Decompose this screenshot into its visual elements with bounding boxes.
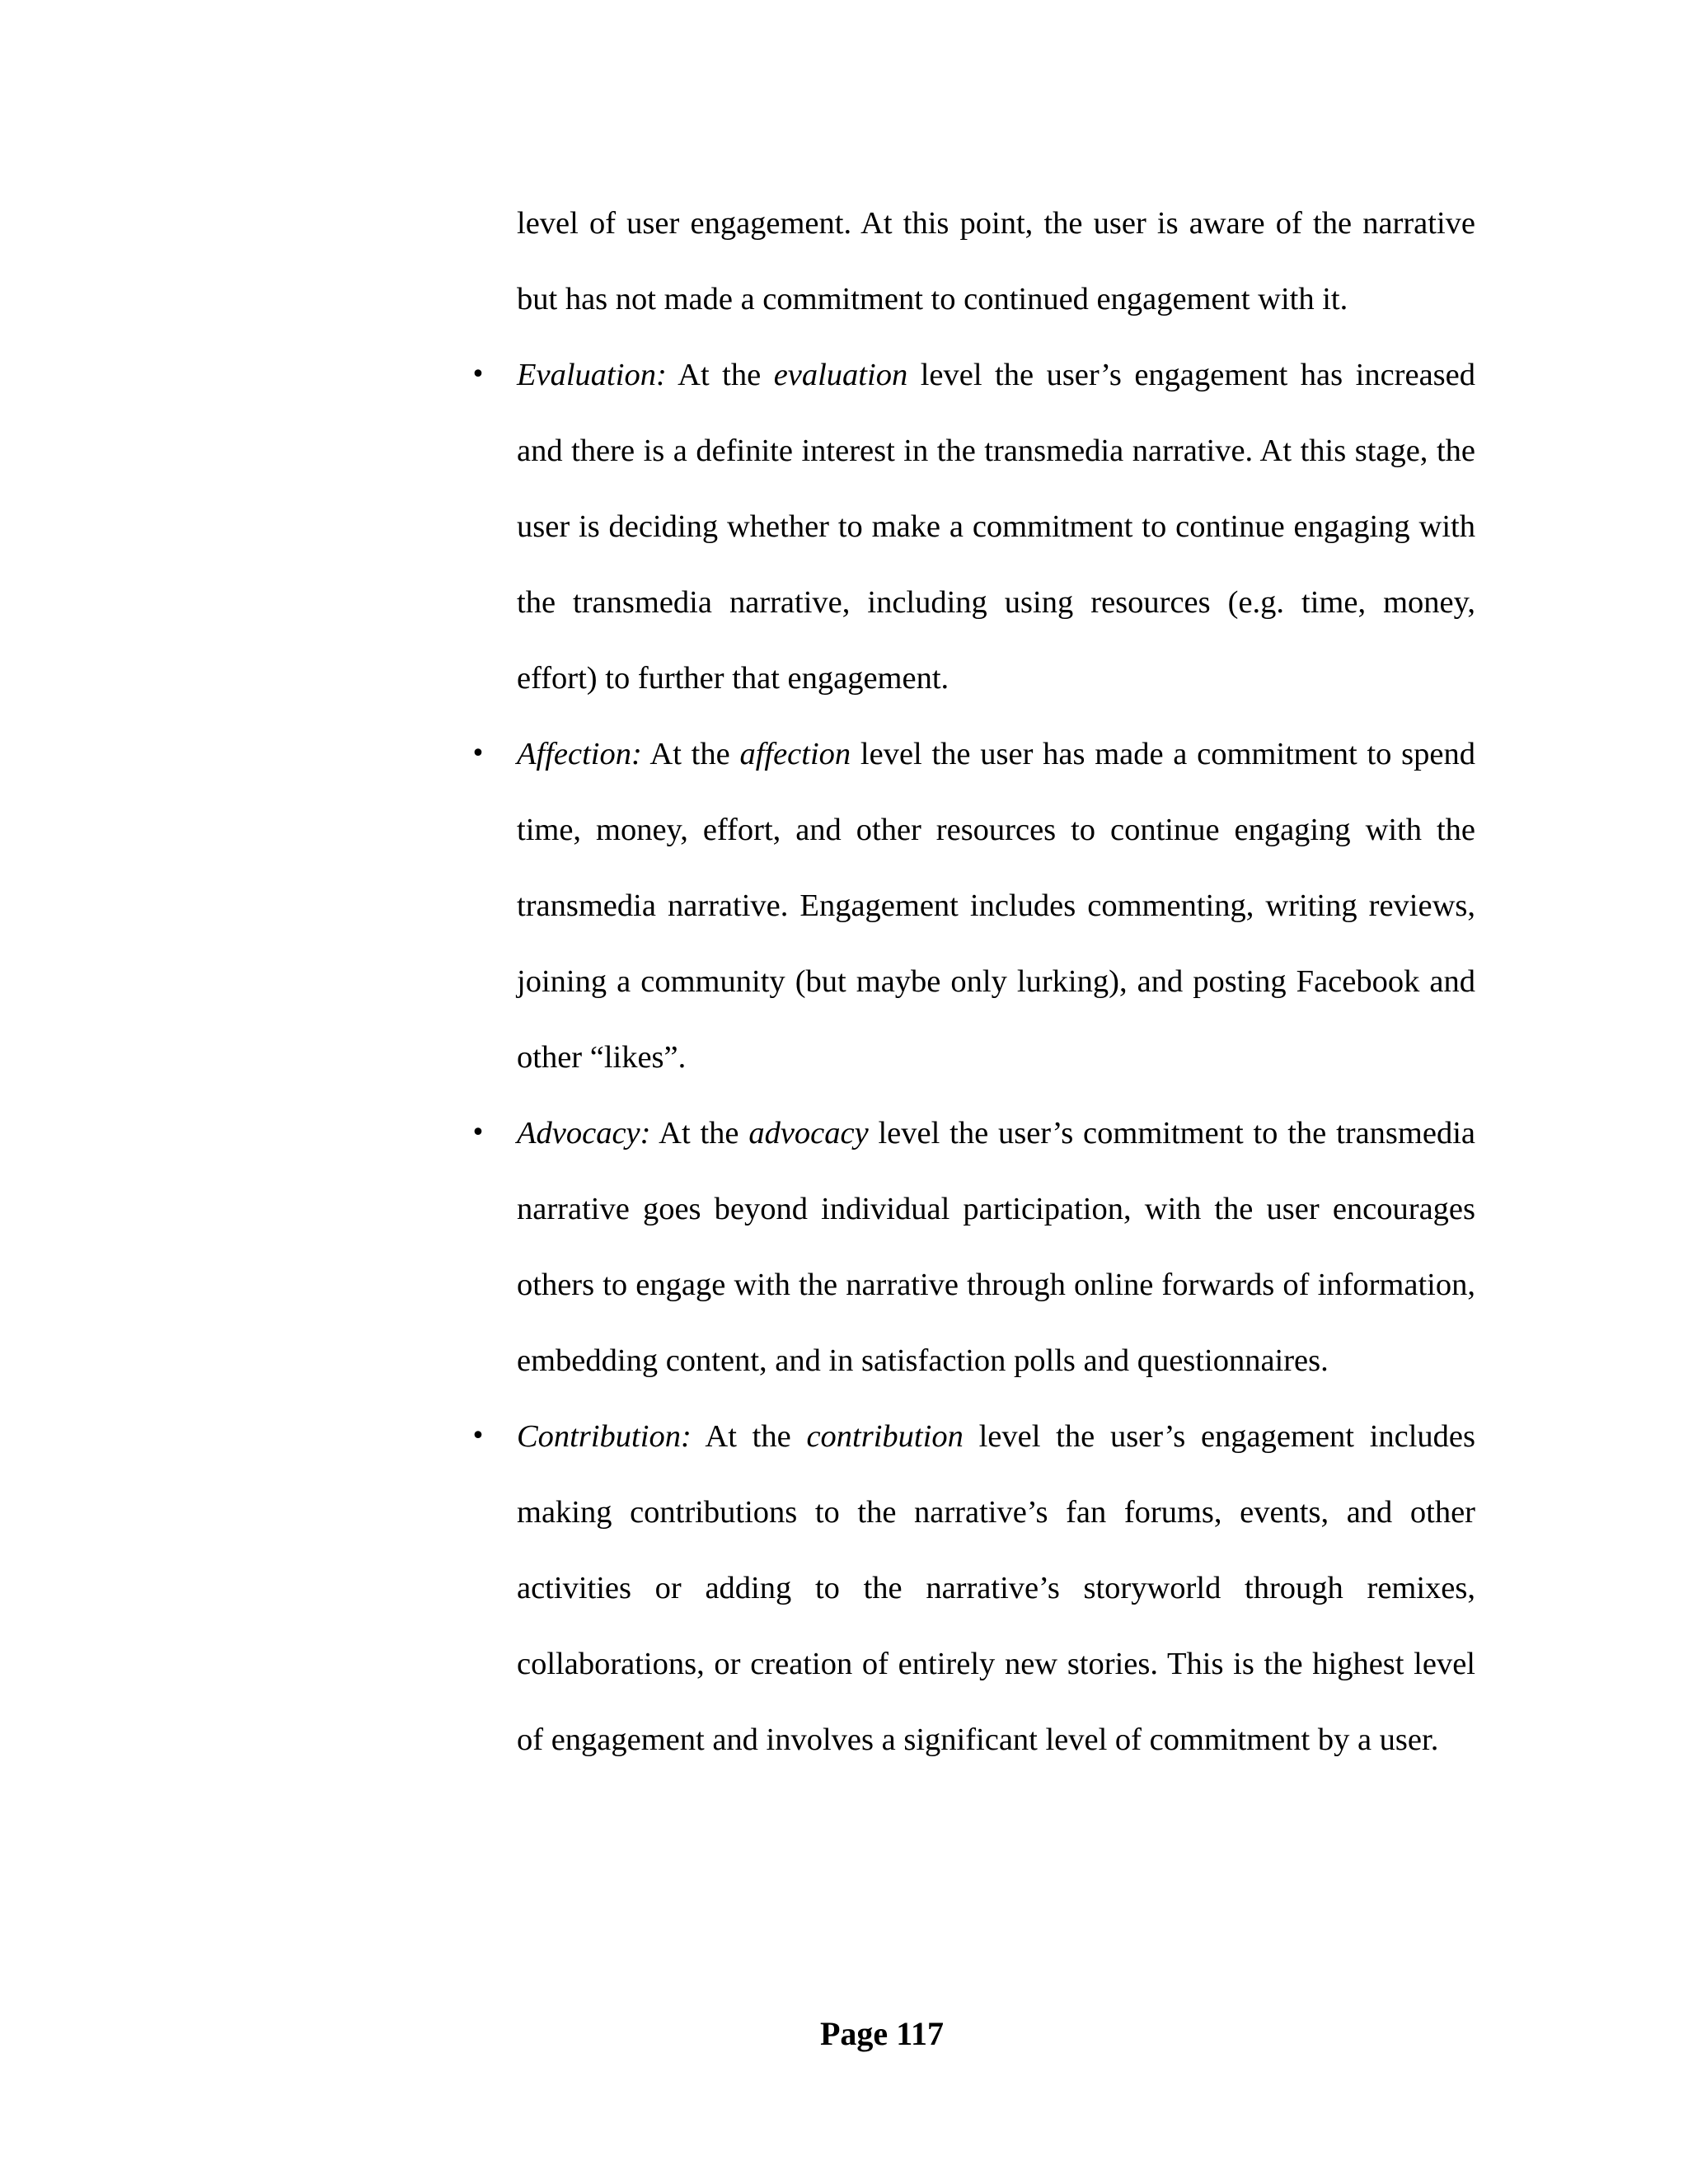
item-term: Contribution:	[517, 1419, 692, 1454]
page-number: Page 117	[820, 2015, 944, 2052]
list-item-advocacy	[471, 1095, 1475, 1399]
bullet-icon: •	[471, 1118, 485, 1147]
bullet-icon: •	[471, 1422, 485, 1451]
list-item-affection	[471, 716, 1475, 1095]
item-italic-word: affection	[739, 737, 851, 771]
bullet-icon: •	[471, 739, 485, 768]
item-term: Advocacy:	[517, 1116, 651, 1151]
page-body	[471, 185, 1475, 1778]
list-item-evaluation	[471, 337, 1475, 716]
item-italic-word: evaluation	[773, 358, 908, 392]
intro-paragraph: level of user engagement. At this point, the user is aware of the narrative but has not made a commitment to continued engagement with it.	[517, 206, 1475, 316]
item-term: Evaluation:	[517, 358, 667, 392]
item-term: Affection:	[517, 737, 642, 771]
item-body: level the user’s engagement has increased and there is a definite interest in the transmedia narrative. At this stage, the user is deciding whether to make a commitment to continue engaging with the transmedia narrative, including using resources (e.g. time, money, effort) to further that engagement.	[517, 358, 1475, 696]
bullet-icon: •	[471, 360, 485, 389]
item-body: level the user’s engagement includes making contributions to the narrative’s fan forums, events, and other activities or adding to the narrative’s storyworld through remixes, collaborations, or creation of entirely new stories. This is the highest level of engagement and involves a significant level of commitment by a user.	[517, 1419, 1475, 1757]
item-italic-word: advocacy	[748, 1116, 869, 1151]
item-lead: At the	[691, 1419, 807, 1454]
item-body: level the user’s commitment to the transmedia narrative goes beyond individual participation, with the user encourages others to engage with the narrative through online forwards of information, embedding content, and in satisfaction polls and questionnaires.	[517, 1116, 1475, 1378]
item-lead: At the	[641, 737, 740, 771]
item-lead: At the	[650, 1116, 749, 1151]
item-lead: At the	[666, 358, 774, 392]
item-italic-word: contribution	[806, 1419, 964, 1454]
list-item-contribution	[471, 1399, 1475, 1778]
item-body: level the user has made a commitment to spend time, money, effort, and other resources to continue engaging with the transmedia narrative. Engagement includes commenting, writing reviews, joining a community (but maybe only lurking), and posting Facebook and other “likes”.	[517, 737, 1475, 1075]
